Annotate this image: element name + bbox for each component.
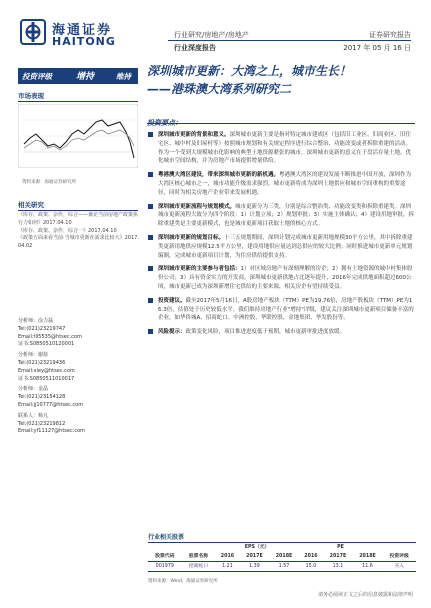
key-point — [148, 234, 416, 260]
table-header-cell: PE — [299, 543, 383, 553]
analyst-name: 联系人：杨凡 — [18, 412, 49, 419]
key-point-body: 城市更新分为三类，分别是综合整治类、功能改变类和拆除重建类。深圳城市更新流程大致分为四个阶段：1）计划立项；2）规划审批；3）实施主体确认；4）建设用地审批。拆除重建类是主要更新模式，也是城市更新项目获取土地的核心方式。 — [158, 203, 415, 228]
key-point-body: 政策变化风险，项目推进进度低于预期，城市更新审批进度放缓。 — [185, 329, 346, 336]
rating-value: 增持 — [76, 72, 95, 82]
analyst-name: 分析师：谢盐 — [18, 352, 49, 359]
table-cell: 1.21 — [215, 562, 239, 572]
table-header-cell: 2017E — [323, 552, 353, 562]
table-cell: 11.6 — [353, 562, 383, 572]
analyst-tel: Tel:(021)23219436 — [18, 359, 66, 366]
key-point — [148, 131, 416, 166]
key-point-body: 1）对区域房地产有深刻理解的房企；2）拥有土地资源的城中村集体股份公司；3）具有资金实力的开发商。深圳城市更新供地占比逐年提升，2016年完成供地面积超过600公顷，城市更新已成为深圳新增住宅供给的主要来源，相关房企有望持续受益。 — [158, 266, 413, 290]
key-point-lead: 深圳城市更新流程与规划模式。 — [158, 203, 236, 210]
report-header — [0, 0, 431, 62]
table-row — [148, 562, 416, 572]
report-title — [147, 62, 417, 98]
table-header-cell: 2018E — [269, 552, 299, 562]
table-header-cell: 股票代码 — [148, 552, 182, 562]
analyst-block — [18, 318, 140, 349]
bullet-square-icon — [148, 172, 153, 177]
report-date: 2017 年 05 月 16 日 — [343, 44, 411, 52]
rating-label: 投资评级 — [22, 72, 52, 81]
analyst-tel: Tel:(021)23219747 — [18, 325, 66, 332]
chart-source-note: 资料来源：海通证券研究所 — [22, 180, 76, 185]
table-cell: 1.39 — [240, 562, 270, 572]
table-header-cell — [148, 543, 182, 553]
key-point-lead: 深圳城市更新的规划目标。 — [158, 234, 225, 241]
table-header-cell: 2016 — [299, 552, 323, 562]
key-points — [148, 131, 416, 342]
analyst-block — [18, 386, 140, 409]
summary-label: 投资要点： — [147, 119, 182, 127]
stock-forecast-table — [148, 542, 416, 572]
bullet-square-icon — [148, 329, 153, 334]
report-category: 行业研究/房地产/房地产 — [174, 31, 249, 39]
table-header-cell — [182, 543, 216, 553]
title-line-2: ——港珠澳大湾系列研究二 — [147, 82, 292, 96]
bullet-square-icon — [148, 204, 153, 209]
rating-bar — [18, 68, 138, 84]
key-point-lead: 深圳城市更新的主要参与者包括： — [158, 266, 241, 273]
logo-chinese-name: 海通证券 — [52, 23, 113, 38]
key-point — [148, 297, 416, 323]
key-point — [148, 203, 416, 229]
analyst-email[interactable]: Email:yf11127@htsec.com — [18, 428, 86, 435]
related-item[interactable]: 《政策方面来看当前·当城市更新在需求比较大》2017.04.02 — [18, 235, 139, 250]
table-cell: 招商蛇口 — [182, 562, 216, 572]
bullet-square-icon — [148, 298, 153, 303]
related-item[interactable]: 《库存、政策、杂作，综合一》2017.04.10 — [18, 227, 117, 234]
analyst-tel: Tel:(021)23154128 — [18, 394, 66, 401]
related-research-list — [18, 212, 140, 251]
analyst-block — [18, 413, 140, 436]
bullet-square-icon — [148, 132, 153, 137]
table-header-cell: 股票名称 — [182, 552, 216, 562]
stock-table-title: 行业相关股票 — [148, 534, 185, 541]
report-type: 行业深度报告 — [174, 44, 216, 52]
key-point-body: 粤港澳大湾区的建设发展不断推进中国开放，深圳作为大湾区核心城市之一，城市功能升级需求强烈，城市更新将成为深圳土地供应和城市空间重构的重要途径，同时为相关房地产企业带来发展机遇。 — [158, 172, 412, 196]
haitong-logo — [20, 18, 120, 54]
table-cell: 001979 — [148, 562, 182, 572]
header-divider — [168, 40, 411, 41]
analyst-name: 分析师：金晶 — [18, 386, 49, 393]
haitong-logo-icon — [20, 18, 46, 46]
key-point-body: 十三五规划期间，深圳计划完成城市更新用地规模30平方公里，其中拆除重建类更新用地供应规模12.5平方公里，建设用地供应量达到总供应的较大比例；同时推进城市更新单元规划编制，完成城市更新项目计划，为住房供给提供支持。 — [158, 234, 413, 259]
key-point — [148, 328, 416, 337]
table-subheader-row — [148, 552, 416, 562]
table-header-cell: 2016 — [215, 552, 239, 562]
table-header-cell: EPS（元） — [215, 543, 299, 553]
related-heading: 相关研究 — [18, 200, 138, 211]
key-point-lead: 风险提示： — [158, 329, 186, 336]
analyst-list — [18, 318, 140, 439]
related-item[interactable]: 《库存、政策、杂作，综合——兼论当前房地产政策执行力如何》2017.04.10 — [18, 212, 139, 226]
analyst-block — [18, 352, 140, 383]
table-header-cell — [382, 543, 416, 553]
key-point — [148, 171, 416, 197]
analyst-email[interactable]: Email:xiey@htsec.com — [18, 367, 75, 374]
key-point-body: 截至2017年5月16日，A股房地产板块（TTM）PE为19.76倍，房地产股板块（TTM）PE为16.3倍，估值处于历史较低水平。我们维持房地产行业"增持"评级，建议关注深圳城市更新项目储备丰富的企业，如华侨城A、招商蛇口、中洲控股、华联控股、金地集团、华发股份等。 — [158, 297, 414, 322]
bullet-square-icon — [148, 235, 153, 240]
table-cell: 买入 — [382, 562, 416, 572]
report-series: 证券研究报告 — [369, 31, 411, 39]
analyst-cert: 证书:S0850511010017 — [18, 375, 75, 382]
table-cell: 1.57 — [269, 562, 299, 572]
disclaimer-footer: 请务必阅读正文之后的信息披露和法律声明 — [317, 592, 413, 598]
analyst-name: 分析师：涂力磊 — [18, 318, 54, 324]
market-performance-chart — [18, 104, 138, 168]
table-cell: 13.1 — [323, 562, 353, 572]
key-point-lead: 投资建议。 — [158, 297, 186, 304]
table-header-cell: 2018E — [353, 552, 383, 562]
bullet-square-icon — [148, 266, 153, 271]
rating-action: 维持 — [116, 72, 131, 81]
analyst-cert: 证书:S0850510120001 — [18, 341, 75, 348]
table-header-cell: 投资评级 — [382, 552, 416, 562]
table-cell: 15.0 — [299, 562, 323, 572]
logo-english-name: HAITONG — [52, 35, 116, 48]
analyst-email[interactable]: Email:jj10777@htsec.com — [18, 401, 84, 408]
summary-heading — [147, 110, 415, 127]
key-point — [148, 265, 416, 291]
title-line-1: 深圳城市更新：大湾之上，城市生长！ — [147, 64, 352, 78]
market-heading: 市场表现 — [18, 91, 138, 102]
table-header-row — [148, 543, 416, 553]
analyst-tel: Tel:(021)23219812 — [18, 420, 66, 427]
key-point-body: 深圳城市更新主要是指对特定城市建成区（包括旧工业区、旧商业区、旧住宅区、城中村及旧屋村等）按照城市规划和有关规定程序进行综合整治、功能改变或者拆除重建的活动。作为一个受到大规模城市化影响的典型土地资源紧张的城市，深圳城市更新的意义在于盘活存量土地，优化城市空间结构，并为房地产市场提供增量供给。 — [158, 132, 412, 165]
key-point-lead: 深圳城市更新的背景和意义。 — [158, 132, 230, 138]
table-source-note: 资料来源：Wind，海通证券研究所 — [148, 579, 218, 584]
analyst-email[interactable]: Email:tll5535@htsec.com — [18, 333, 82, 340]
table-header-cell: 2017E — [240, 552, 270, 562]
key-point-lead: 粤港澳大湾区建设，带来深圳城市更新的新机遇。 — [158, 172, 280, 179]
